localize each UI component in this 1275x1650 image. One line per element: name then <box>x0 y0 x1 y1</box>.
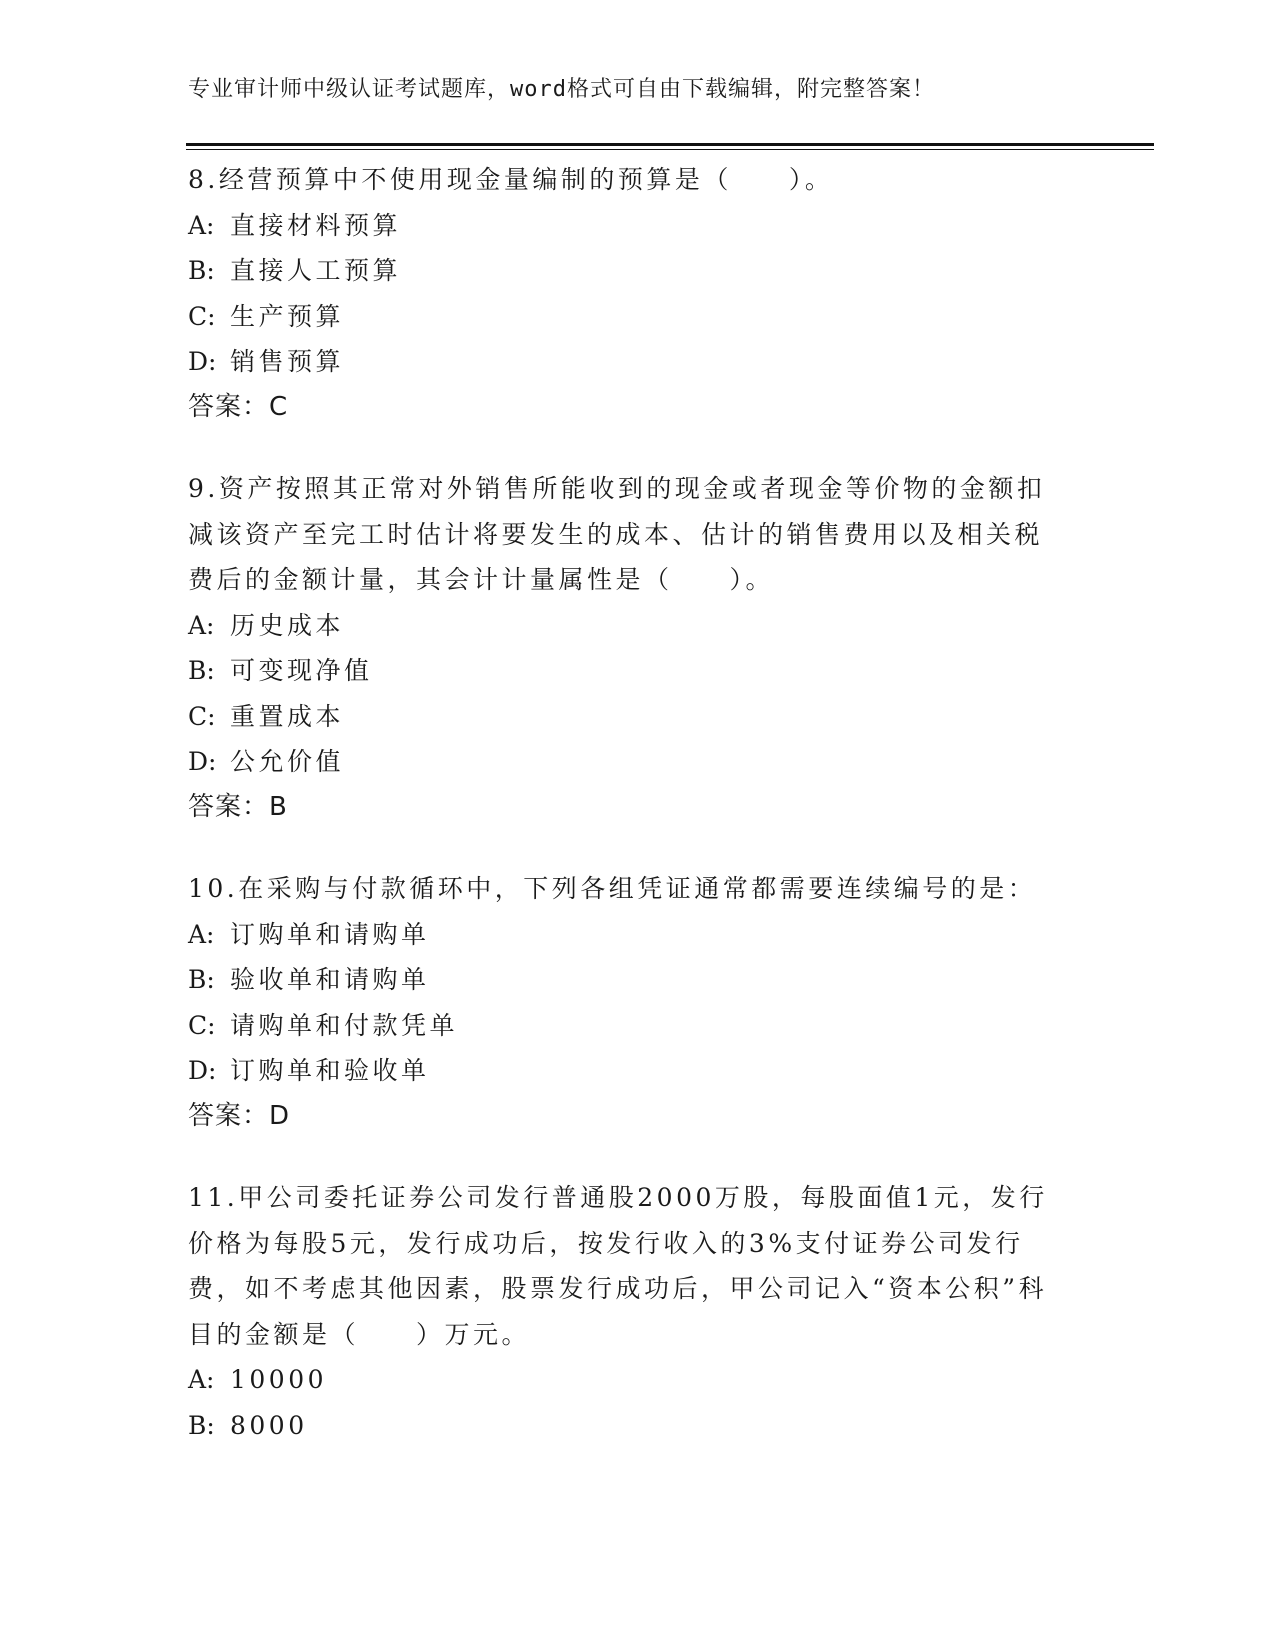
option-text: 可变现净值 <box>230 656 373 685</box>
header-divider-thick <box>186 143 1154 146</box>
question-answer: 答案：C <box>188 391 289 422</box>
option-text: 订购单和请购单 <box>230 919 430 949</box>
option-text: 请购单和付款凭单 <box>230 1010 459 1040</box>
option-letter: B: <box>188 256 215 285</box>
option-b <box>188 248 1068 294</box>
option-d <box>188 339 1068 385</box>
option-letter: C: <box>188 301 216 331</box>
option-letter: C: <box>188 701 216 731</box>
question-9 <box>188 466 1068 830</box>
option-text: 直接材料预算 <box>230 210 402 240</box>
option-a <box>188 912 1068 958</box>
option-c <box>188 694 1068 740</box>
option-text: 验收单和请购单 <box>230 965 430 994</box>
question-stem: 8.经营预算中不使用现金量编制的预算是（ ）。 <box>188 165 834 194</box>
option-text: 公允价值 <box>230 747 345 776</box>
option-letter: B: <box>188 656 215 685</box>
option-text: 生产预算 <box>230 301 345 331</box>
option-a <box>188 603 1068 649</box>
question-11 <box>188 1175 1068 1448</box>
option-text: 8000 <box>230 1410 308 1440</box>
question-stem: 9.资产按照其正常对外销售所能收到的现金或者现金等价物的金额扣减该资产至完工时估计将要发生的成本、估计的销售费用以及相关税费后的金额计量，其会计计量属性是（ ）。 <box>188 474 1046 594</box>
option-letter: A: <box>188 919 215 949</box>
option-b <box>188 648 1068 694</box>
option-letter: B: <box>188 965 215 994</box>
question-10 <box>188 866 1068 1139</box>
option-a <box>188 203 1068 249</box>
option-letter: D: <box>188 1056 217 1085</box>
option-text: 重置成本 <box>230 701 345 731</box>
option-letter: C: <box>188 1010 216 1040</box>
question-stem: 11.甲公司委托证券公司发行普通股2000万股，每股面值1元，发行价格为每股5元，发行成功后，按发行收入的3%支付证券公司发行费，如不考虑其他因素，股票发行成功后，甲公司记入“资本公积”科目的金额是（ ）万元。 <box>188 1183 1048 1349</box>
question-answer: 答案：B <box>188 791 288 822</box>
option-letter: A: <box>188 210 215 240</box>
question-answer: 答案：D <box>188 1100 291 1131</box>
option-c <box>188 1003 1068 1049</box>
option-text: 销售预算 <box>230 347 345 376</box>
option-c <box>188 294 1068 340</box>
option-a <box>188 1357 1068 1403</box>
header-divider-thin <box>186 149 1154 150</box>
option-text: 10000 <box>230 1365 328 1394</box>
option-d <box>188 1048 1068 1094</box>
option-text: 直接人工预算 <box>230 256 402 285</box>
page-header: 专业审计师中级认证考试题库，word格式可自由下载编辑，附完整答案！ <box>188 77 935 102</box>
option-letter: A: <box>188 610 215 640</box>
question-list <box>188 157 1068 1484</box>
question-8 <box>188 157 1068 430</box>
question-stem: 10.在采购与付款循环中，下列各组凭证通常都需要连续编号的是： <box>188 874 1037 903</box>
option-letter: A: <box>188 1365 215 1394</box>
option-b <box>188 957 1068 1003</box>
option-letter: B: <box>188 1410 215 1440</box>
option-text: 订购单和验收单 <box>230 1056 430 1085</box>
option-letter: D: <box>188 747 217 776</box>
option-text: 历史成本 <box>230 610 345 640</box>
option-letter: D: <box>188 347 217 376</box>
option-d <box>188 739 1068 785</box>
option-b <box>188 1403 1068 1449</box>
